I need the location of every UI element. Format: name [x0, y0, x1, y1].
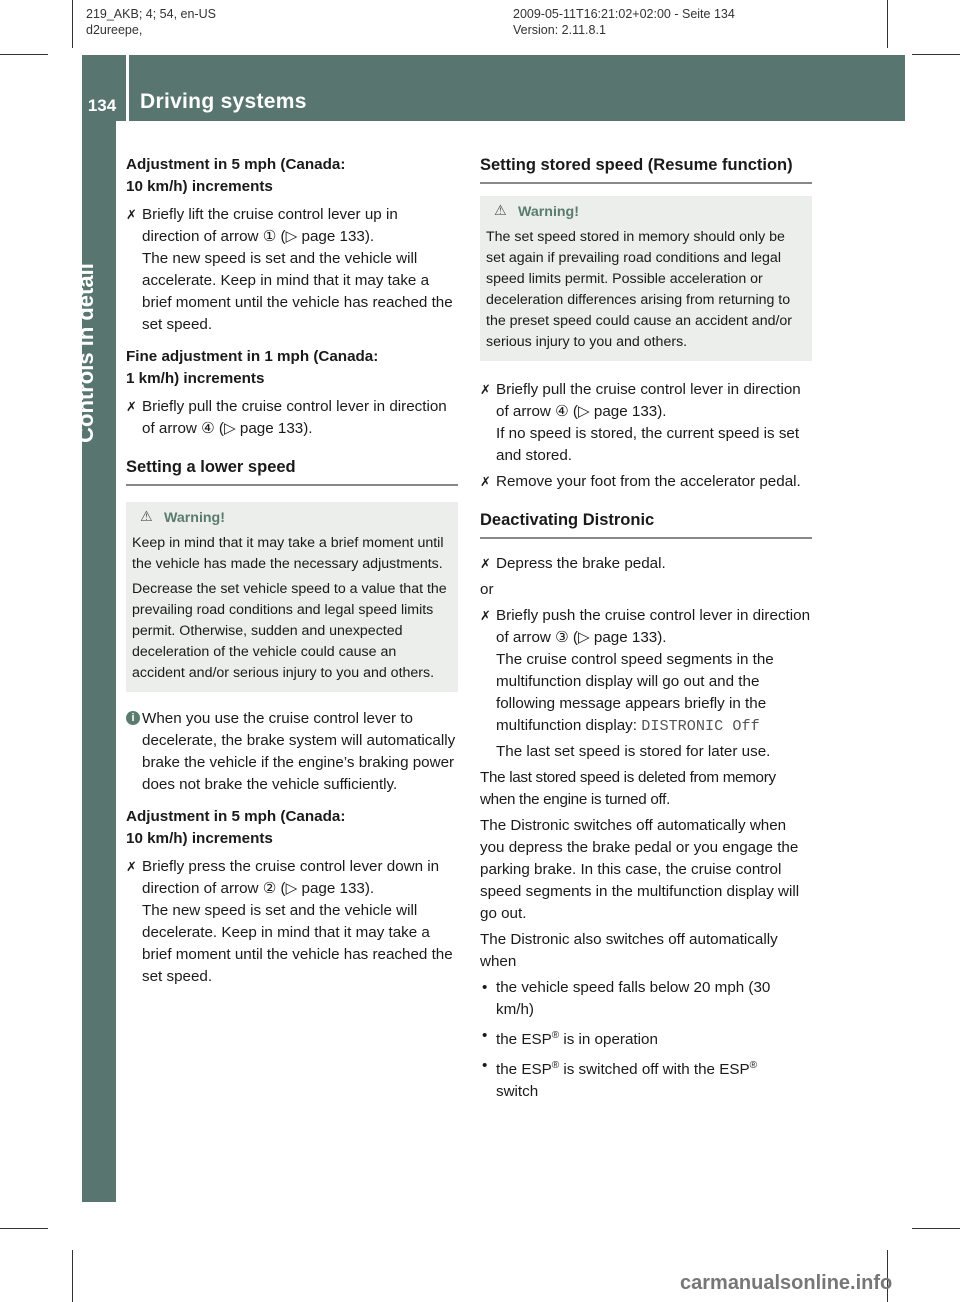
info-icon: i	[126, 711, 140, 725]
bullet-icon: •	[482, 1027, 488, 1044]
page-number: 134	[87, 96, 117, 115]
bullet-item: • the ESP® is switched off with the ESP® switch	[482, 1057, 757, 1101]
crop-mark	[0, 54, 48, 55]
instruction-step: ✗ Briefly push the cruise control lever in direction of arrow ③ (▷ page 133). The cruise control speed segments in the multifunction display will go out and the following message appears briefly in the multifunction display: DISTRONIC Off The last set speed is stored for later use.	[480, 607, 811, 760]
instruction-step: ✗ Depress the brake pedal.	[480, 553, 812, 575]
instruction-step: ✗ Briefly pull the cruise control lever in direction of arrow ④ (▷ page 133).	[126, 398, 447, 437]
step-arrow-icon: ✗	[480, 474, 491, 489]
paragraph: The Distronic switches off automatically when you depress the brake pedal or you engage the parking brake. In this case, the cruise control speed segments in the multifunction display will go out.	[480, 817, 800, 922]
crop-mark	[0, 1228, 48, 1229]
subheading: Fine adjustment in 1 mph (Canada: 1 km/h) increments	[126, 348, 379, 387]
step-arrow-icon: ✗	[126, 859, 137, 874]
instruction-step: ✗ Briefly lift the cruise control lever up in direction of arrow ① (▷ page 133). The new speed is set and the vehicle will accelerate. Keep in mind that it may take a brief moment until the vehicle has reached the set speed.	[126, 206, 453, 333]
display-message: DISTRONIC Off	[641, 717, 760, 735]
print-meta-right: 2009-05-11T16:21:02+02:00 - Seite 134 Version: 2.11.8.1	[513, 7, 735, 37]
section-heading: Setting a lower speed	[126, 456, 458, 486]
step-arrow-icon: ✗	[480, 608, 491, 623]
warning-triangle-icon: ⚠	[494, 203, 507, 219]
bullet-icon: •	[482, 979, 488, 996]
warning-triangle-icon: ⚠	[140, 509, 153, 525]
crop-mark	[72, 0, 73, 48]
warning-box: ⚠ Warning! Keep in mind that it may take a brief moment until the vehicle has made the necessary adjustments. Decrease the set vehicle speed to a value that the prevailing road conditions and legal speed limits permit. Otherwise, sudden and unexpected deceleration of the vehicle could cause an accident and/or serious injury to you and others.	[126, 502, 458, 692]
paragraph: The Distronic also switches off automatically when	[480, 931, 778, 970]
watermark: carmanualsonline.info	[680, 1272, 893, 1294]
instruction-step: ✗ Briefly press the cruise control lever down in direction of arrow ② (▷ page 133). The new speed is set and the vehicle will decelerate. Keep in mind that it may take a brief moment until the vehicle has reached the set speed.	[126, 858, 453, 985]
bullet-icon: •	[482, 1057, 488, 1075]
instruction-step: ✗ Remove your foot from the accelerator pedal.	[480, 471, 812, 493]
chapter-title: Driving systems	[140, 90, 307, 113]
crop-mark	[887, 0, 888, 48]
instruction-step: ✗ Briefly pull the cruise control lever in direction of arrow ④ (▷ page 133). If no speed is stored, the current speed is set and stored.	[480, 381, 801, 464]
step-arrow-icon: ✗	[126, 207, 137, 222]
warning-title: ⚠ Warning!	[140, 509, 225, 526]
crop-mark	[72, 1250, 73, 1302]
header-separator	[126, 55, 129, 121]
warning-title: ⚠ Warning!	[494, 203, 579, 220]
section-heading: Deactivating Distronic	[480, 509, 812, 539]
print-meta-left: 219_AKB; 4; 54, en-US d2ureepe,	[86, 7, 216, 37]
or-text: or	[480, 581, 494, 598]
step-arrow-icon: ✗	[480, 382, 491, 397]
right-column	[480, 154, 812, 1103]
bullet-item: • the ESP® is in operation	[482, 1027, 658, 1049]
crop-mark	[912, 1228, 960, 1229]
paragraph: The last stored speed is deleted from memory when the engine is turned off.	[480, 769, 776, 808]
info-note: i When you use the cruise control lever to decelerate, the brake system will automatically brake the vehicle if the engine’s braking power does not brake the vehicle sufficiently.	[126, 708, 458, 796]
step-arrow-icon: ✗	[480, 556, 491, 571]
warning-box: ⚠ Warning! The set speed stored in memory should only be set again if prevailing road conditions and legal speed limits permit. Possible acceleration or deceleration differences arising from returning to the preset speed could cause an accident and/or serious injury to you and others.	[480, 196, 812, 361]
step-arrow-icon: ✗	[126, 399, 137, 414]
left-column	[126, 154, 458, 988]
bullet-item: • the vehicle speed falls below 20 mph (30 km/h)	[482, 979, 771, 1018]
section-heading: Setting stored speed (Resume function)	[480, 154, 812, 184]
subheading: Adjustment in 5 mph (Canada: 10 km/h) increments	[126, 808, 346, 847]
subheading: Adjustment in 5 mph (Canada: 10 km/h) increments	[126, 156, 346, 195]
crop-mark	[912, 54, 960, 55]
